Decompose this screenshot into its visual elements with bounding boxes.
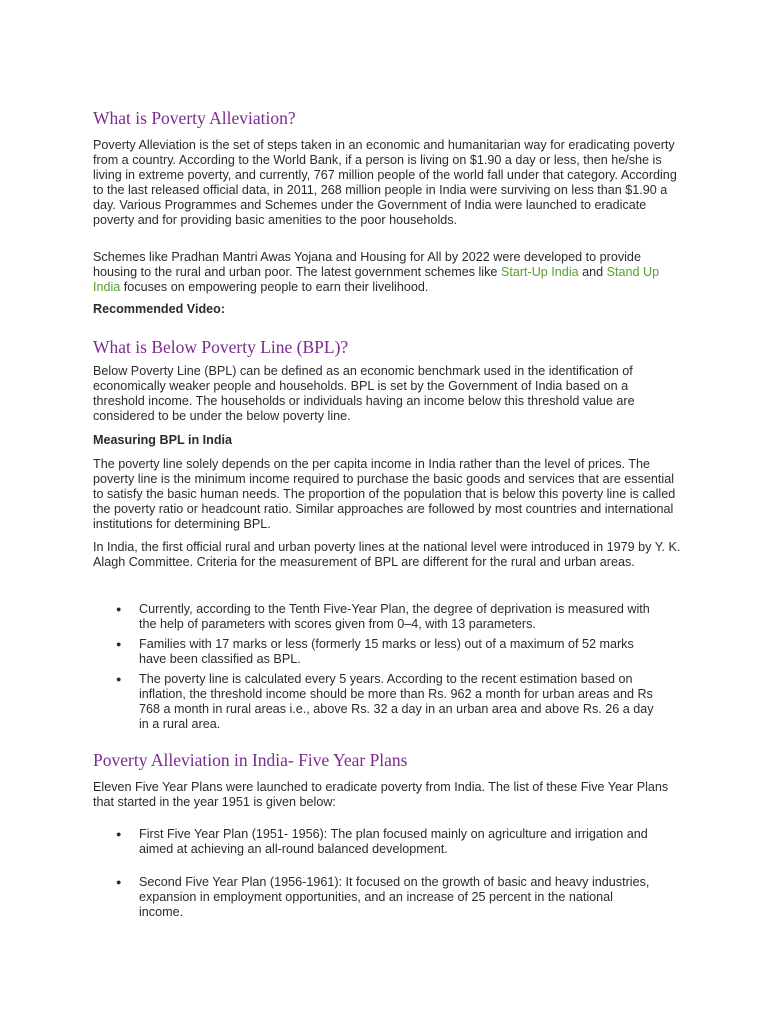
- heading-five-year-plans: Poverty Alleviation in India- Five Year Plans: [93, 750, 408, 770]
- paragraph-bpl-definition: Below Poverty Line (BPL) can be defined as an economic benchmark used in the identification of economically weaker people and households. BPL is set by the Government of India based on a threshold income. The households or individuals having an income below this threshold value are considered to be under the below poverty line.: [93, 364, 635, 423]
- subheading-measuring-bpl: Measuring BPL in India: [93, 433, 233, 447]
- paragraph-housing-text-1: Schemes like Pradhan Mantri Awas Yojana and Housing for All by 2022 were developed to provide housing to the rural and urban poor. The latest government schemes like: [93, 250, 641, 279]
- list-item-text: The poverty line is calculated every 5 years. According to the recent estimation based on inflation, the threshold income should be more than Rs. 962 a month for urban areas and Rs 768 a month in rural areas i.e., above Rs. 32 a day in an urban area and above Rs. 26 a day in a rural area.: [139, 672, 654, 731]
- bpl-criteria-list: [93, 602, 683, 732]
- paragraph-housing-text-2: and: [578, 265, 607, 279]
- list-item: [93, 827, 659, 857]
- bullet-icon: ●: [116, 829, 122, 839]
- list-item-text: Currently, according to the Tenth Five-Year Plan, the degree of deprivation is measured with the help of parameters with scores given from 0–4, with 13 parameters.: [139, 602, 650, 631]
- list-item: [93, 602, 659, 632]
- bullet-icon: ●: [116, 604, 122, 614]
- link-stand-up-india[interactable]: Stand Up India: [93, 265, 660, 294]
- heading-below-poverty-line: What is Below Poverty Line (BPL)?: [93, 337, 349, 357]
- link-start-up-india[interactable]: Start-Up India: [500, 265, 579, 279]
- five-year-plans-list: [93, 827, 683, 920]
- list-item-text: Second Five Year Plan (1956-1961): It focused on the growth of basic and heavy industries, expansion in employment opportunities, and an increase of 25 percent in the national income.: [139, 875, 650, 919]
- list-item-text: Families with 17 marks or less (formerly 15 marks or less) out of a maximum of 52 marks have been classified as BPL.: [139, 637, 634, 666]
- paragraph-poverty-line-basis: The poverty line solely depends on the per capita income in India rather than the level of prices. The poverty line is the minimum income required to purchase the basic goods and services that are essential to satisfy the basic human needs. The proportion of the population that is below this poverty line is called the poverty ratio or headcount ratio. Similar approaches are followed by most countries and international institutions for determining BPL.: [93, 457, 676, 531]
- list-item: [93, 875, 659, 920]
- heading-poverty-alleviation: What is Poverty Alleviation?: [93, 108, 296, 128]
- bullet-icon: ●: [116, 877, 122, 887]
- list-item: [93, 672, 659, 732]
- paragraph-housing-schemes: [93, 250, 683, 295]
- bullet-icon: ●: [116, 639, 122, 649]
- bullet-icon: ●: [116, 674, 122, 684]
- paragraph-poverty-alleviation-intro: Poverty Alleviation is the set of steps taken in an economic and humanitarian way for eradicating poverty from a country. According to the World Bank, if a person is living on $1.90 a day or less, then he/she is living in extreme poverty, and currently, 767 million people of the world fall under that category. According to the last released official data, in 2011, 268 million people in India were surviving on less than $1.90 a day. Various Programmes and Schemes under the Government of India were launched to eradicate poverty and for providing basic amenities to the poor households.: [93, 138, 677, 227]
- recommended-video-label: Recommended Video:: [93, 302, 226, 316]
- list-item-text: First Five Year Plan (1951- 1956): The plan focused mainly on agriculture and irrigation and aimed at achieving an all-round balanced development.: [139, 827, 648, 856]
- list-item: [93, 637, 659, 667]
- paragraph-first-poverty-lines: In India, the first official rural and urban poverty lines at the national level were introduced in 1979 by Y. K. Alagh Committee. Criteria for the measurement of BPL are different for the rural and urban areas.: [93, 540, 681, 569]
- paragraph-housing-text-3: focuses on empowering people to earn their livelihood.: [120, 280, 429, 294]
- paragraph-five-year-plans-intro: Eleven Five Year Plans were launched to eradicate poverty from India. The list of these Five Year Plans that started in the year 1951 is given below:: [93, 780, 669, 809]
